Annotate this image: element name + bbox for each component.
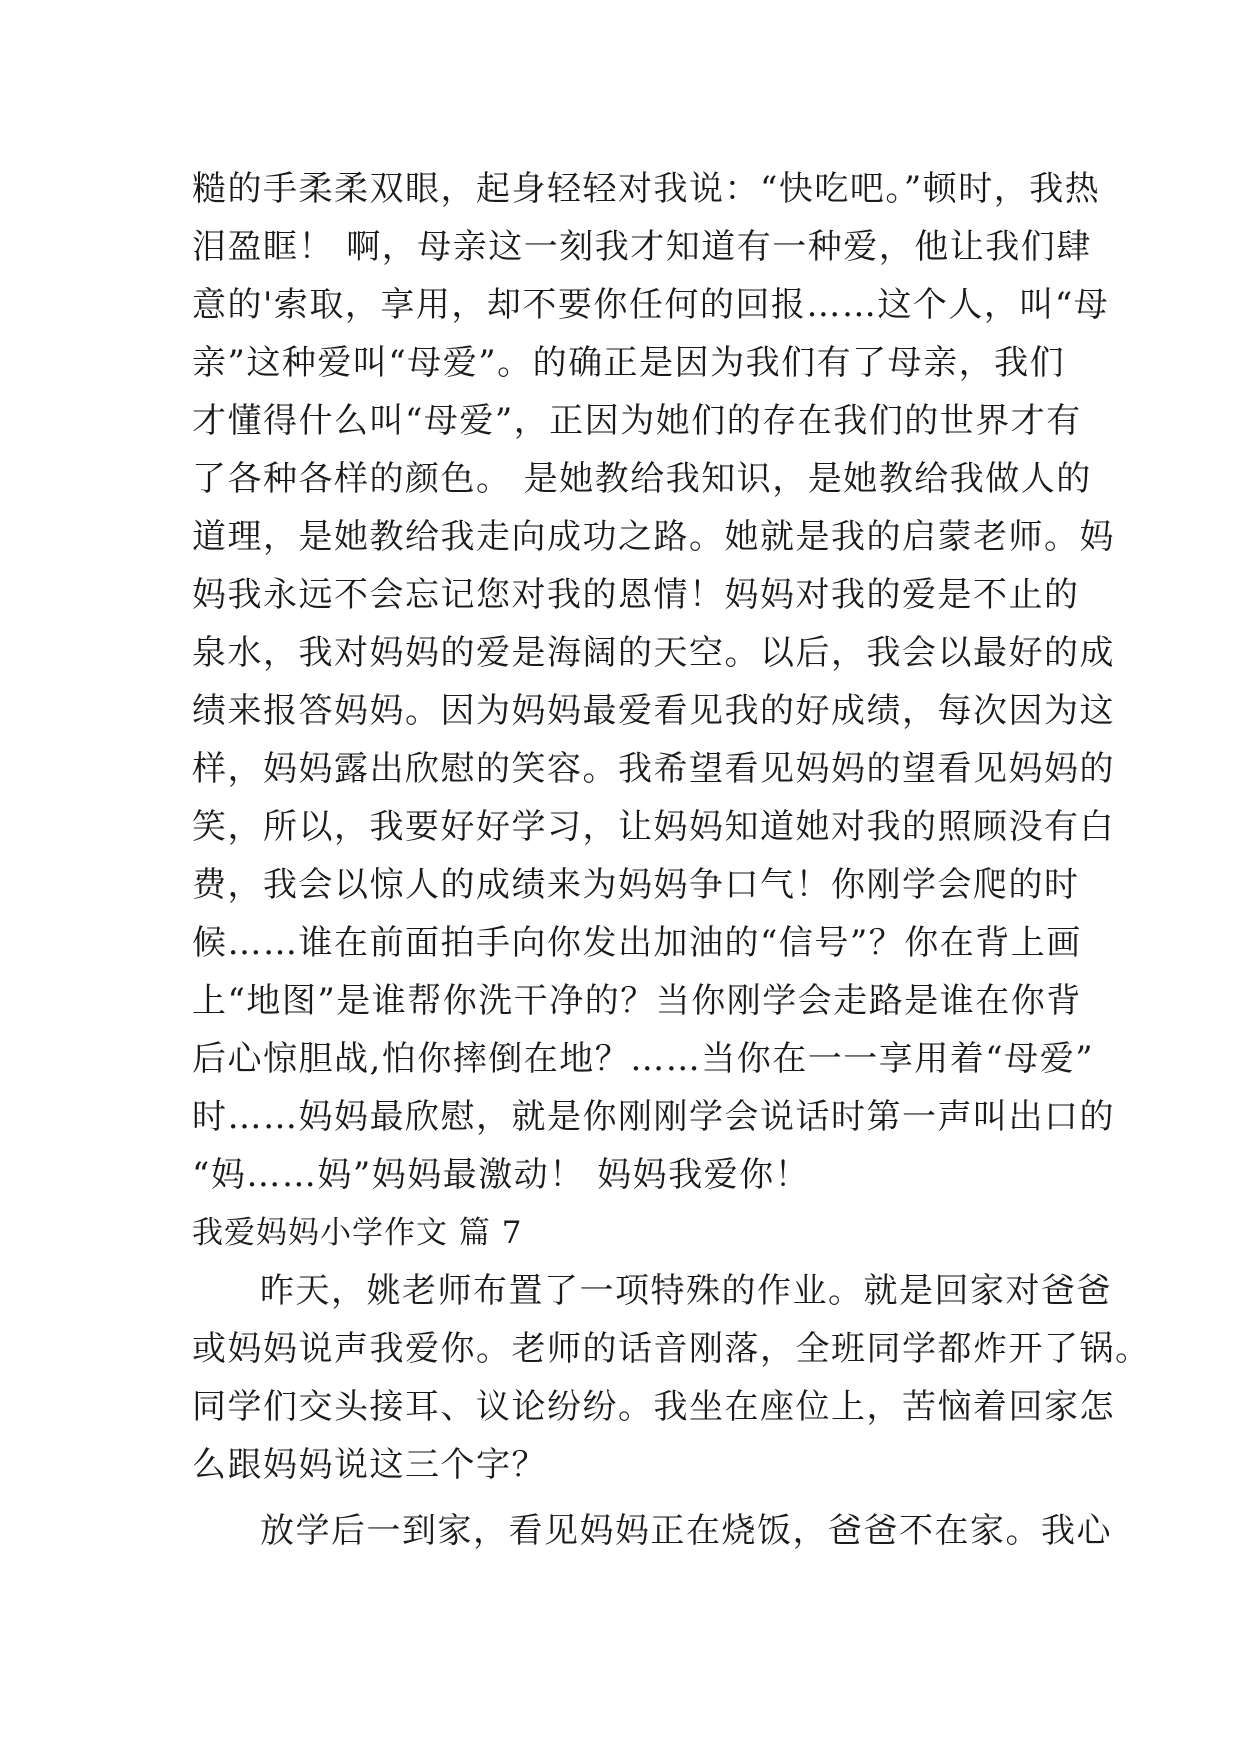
text-line: 时……妈妈最欣慰，就是你刚刚学会说话时第一声叫出口的: [192, 1097, 1115, 1137]
text-line: 意的'索取，享用，却不要你任何的回报……这个人，叫“母: [192, 285, 1110, 325]
text-line: 么跟妈妈说这三个字？: [192, 1445, 547, 1485]
text-line: 才懂得什么叫“母爱”，正因为她们的存在我们的世界才有: [192, 401, 1082, 441]
text-line: 妈我永远不会忘记您对我的恩情！妈妈对我的爱是不止的: [192, 575, 1080, 615]
text-line: 后心惊胆战,怕你摔倒在地？……当你在一一享用着“母爱”: [192, 1039, 1095, 1079]
text-line: 费，我会以惊人的成绩来为妈妈争口气！你刚学会爬的时: [192, 865, 1080, 905]
text-line: 泉水，我对妈妈的爱是海阔的天空。以后，我会以最好的成: [192, 633, 1115, 673]
section-title: 我爱妈妈小学作文 篇 7: [192, 1215, 523, 1251]
text-line: 泪盈眶！ 啊，母亲这一刻我才知道有一种爱，他让我们肆: [192, 227, 1092, 267]
document-page: [192, 160, 1151, 1560]
text-line: 糙的手柔柔双眼，起身轻轻对我说：“快吃吧。”顿时，我热: [192, 169, 1101, 209]
continued-paragraph: [192, 160, 1115, 1204]
text-line: 道理，是她教给我走向成功之路。她就是我的启蒙老师。妈: [192, 517, 1115, 557]
text-line: 上“地图”是谁帮你洗干净的？当你刚学会走路是谁在你背: [192, 981, 1082, 1021]
paragraph: [192, 1502, 1112, 1560]
text-line: 候……谁在前面拍手向你发出加油的“信号”？你在背上画: [192, 923, 1082, 963]
text-line: 同学们交头接耳、议论纷纷。我坐在座位上，苦恼着回家怎: [192, 1387, 1115, 1427]
text-line: 或妈妈说声我爱你。老师的话音刚落，全班同学都炸开了锅。: [192, 1329, 1151, 1369]
text-line: 放学后一到家，看见妈妈正在烧饭，爸爸不在家。我心: [260, 1511, 1112, 1551]
text-line: 昨天，姚老师布置了一项特殊的作业。就是回家对爸爸: [260, 1271, 1112, 1311]
paragraph: [192, 1262, 1151, 1494]
text-line: 亲”这种爱叫“母爱”。的确正是因为我们有了母亲，我们: [192, 343, 1066, 383]
text-line: 了各种各样的颜色。 是她教给我知识，是她教给我做人的: [192, 459, 1092, 499]
text-line: 绩来报答妈妈。因为妈妈最爱看见我的好成绩，每次因为这: [192, 691, 1115, 731]
text-line: 笑，所以，我要好好学习，让妈妈知道她对我的照顾没有白: [192, 807, 1115, 847]
text-line: “妈……妈”妈妈最激动！ 妈妈我爱你！: [192, 1155, 811, 1195]
text-line: 样，妈妈露出欣慰的笑容。我希望看见妈妈的望看见妈妈的: [192, 749, 1115, 789]
